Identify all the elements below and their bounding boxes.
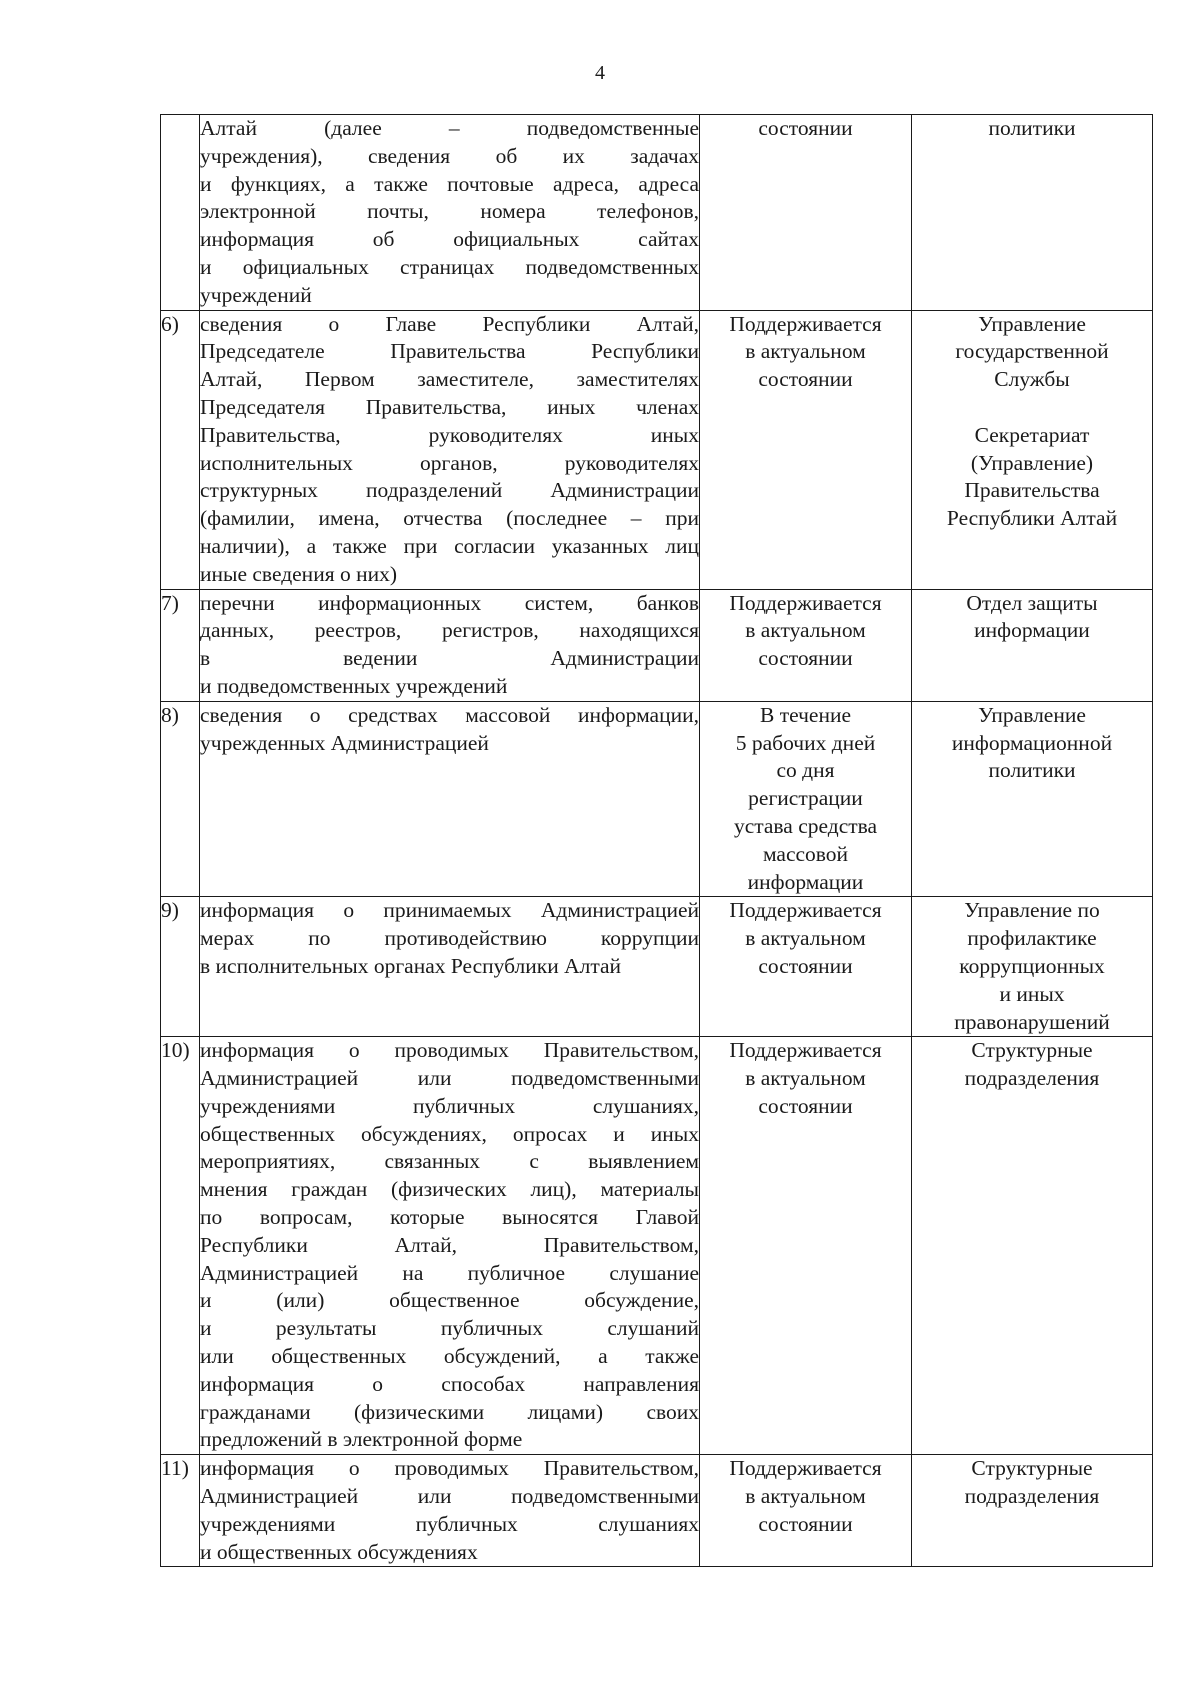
term-line: Поддерживается <box>729 590 882 615</box>
responsible-line: и иных <box>999 981 1065 1006</box>
info-description-cell <box>200 897 700 1037</box>
description-line: и функциях, а также почтовые адреса, адреса <box>200 171 699 196</box>
update-term-cell <box>700 897 912 1037</box>
term-line: состоянии <box>758 953 853 978</box>
responsible-line: подразделения <box>964 1484 1100 1509</box>
term-line: информации <box>747 869 864 894</box>
term-line: состоянии <box>758 116 853 140</box>
responsible-line: информационной <box>951 730 1113 755</box>
responsible-line: Управление <box>978 311 1086 336</box>
update-term-cell <box>700 701 912 897</box>
description-line: в ведении Администрации <box>200 646 699 671</box>
description-line: учреждений <box>200 282 312 307</box>
description-line: учреждениями публичных слушаниях <box>200 1511 699 1536</box>
table-row <box>161 589 1153 701</box>
responsible-line: Отдел защиты <box>966 590 1098 615</box>
info-description-cell <box>200 1455 700 1567</box>
info-description-cell <box>200 701 700 897</box>
responsible-line: Службы <box>994 367 1070 392</box>
update-term-cell <box>700 1037 912 1455</box>
table-row <box>161 1037 1153 1455</box>
table-row <box>161 897 1153 1037</box>
responsible-line: Структурные <box>971 1038 1093 1063</box>
responsible-line: Структурные <box>971 1456 1093 1481</box>
description-line: Администрацией или подведомственными <box>200 1066 699 1091</box>
description-line: структурных подразделений Администрации <box>200 478 699 503</box>
description-line: Алтай (далее – подведомственные <box>200 116 699 140</box>
description-line: Председателе Правительства Республики <box>200 339 699 364</box>
responsible-unit-cell <box>912 1037 1153 1455</box>
term-line: Поддерживается <box>729 311 882 336</box>
row-number: 11) <box>161 1455 200 1567</box>
responsible-line: правонарушений <box>954 1009 1110 1034</box>
description-line: и результаты публичных слушаний <box>200 1316 699 1341</box>
responsible-line: информации <box>974 618 1090 643</box>
description-line: информация об официальных сайтах <box>200 227 699 252</box>
description-line: наличии), а также при согласии указанных лиц <box>200 533 699 558</box>
term-line: 5 рабочих дней <box>735 730 876 755</box>
table-row <box>161 1455 1153 1567</box>
responsible-line: Управление <box>978 702 1086 727</box>
table-row <box>161 115 1153 311</box>
description-line: (фамилии, имена, отчества (последнее – при <box>200 506 699 531</box>
row-number: 8) <box>161 701 200 897</box>
responsible-line: Секретариат <box>974 422 1090 447</box>
description-line: учреждения), сведения об их задачах <box>200 143 699 168</box>
description-line: Администрацией на публичное слушание <box>200 1260 699 1285</box>
term-line: в актуальном <box>745 926 866 951</box>
description-line: и общественных обсуждениях <box>200 1539 478 1564</box>
responsible-line: государственной <box>955 339 1109 364</box>
description-line: в исполнительных органах Республики Алтай <box>200 953 622 978</box>
description-line: и официальных страницах подведомственных <box>200 254 699 279</box>
responsible-unit-cell <box>912 701 1153 897</box>
term-line: состоянии <box>758 646 853 671</box>
responsible-line: профилактике <box>967 926 1097 951</box>
description-line: информация о проводимых Правительством, <box>200 1038 699 1063</box>
description-line: электронной почты, номера телефонов, <box>200 199 699 224</box>
document-table <box>160 114 1153 1567</box>
update-term-cell <box>700 115 912 311</box>
description-line: перечни информационных систем, банков <box>200 590 699 615</box>
term-line: состоянии <box>758 1093 853 1118</box>
responsible-unit-cell <box>912 589 1153 701</box>
description-line: Республики Алтай, Правительством, <box>200 1232 699 1257</box>
responsible-line: политики <box>988 116 1076 140</box>
term-line: Поддерживается <box>729 1456 882 1481</box>
term-line: в актуальном <box>745 1066 866 1091</box>
description-line: гражданами (физическими лицами) своих <box>200 1399 699 1424</box>
description-line: или общественных обсуждений, а также <box>200 1344 699 1369</box>
info-description-cell <box>200 1037 700 1455</box>
responsible-line: коррупционных <box>959 953 1105 978</box>
description-line: по вопросам, которые выносятся Главой <box>200 1205 699 1230</box>
description-line: информация о проводимых Правительством, <box>200 1456 699 1481</box>
description-line: мнения граждан (физических лиц), материалы <box>200 1177 699 1202</box>
description-line: учрежденных Администрацией <box>200 730 489 755</box>
row-number: 10) <box>161 1037 200 1455</box>
responsible-line: Республики Алтай <box>946 506 1118 531</box>
description-line: сведения о средствах массовой информации, <box>200 702 699 727</box>
update-term-cell <box>700 310 912 589</box>
info-description-cell <box>200 115 700 311</box>
responsible-line: Управление по <box>964 898 1100 923</box>
table-row <box>161 310 1153 589</box>
description-line: информация о принимаемых Администрацией <box>200 898 699 923</box>
description-line: иные сведения о них) <box>200 561 398 586</box>
responsible-line: политики <box>988 758 1076 783</box>
row-number <box>161 115 200 311</box>
responsible-unit-cell <box>912 897 1153 1037</box>
term-line: регистрации <box>748 786 863 811</box>
term-line: в актуальном <box>745 618 866 643</box>
update-term-cell <box>700 1455 912 1567</box>
term-line: со дня <box>776 758 835 783</box>
info-description-cell <box>200 310 700 589</box>
description-line: Председателя Правительства, иных членах <box>200 394 699 419</box>
responsible-line: (Управление) <box>970 450 1094 475</box>
description-line: информация о способах направления <box>200 1371 699 1396</box>
term-line: состоянии <box>758 1511 853 1536</box>
description-line: исполнительных органов, руководителях <box>200 450 699 475</box>
responsible-line: подразделения <box>964 1066 1100 1091</box>
term-line: состоянии <box>758 367 853 392</box>
description-line: мерах по противодействию коррупции <box>200 926 699 951</box>
description-line: Правительства, руководителях иных <box>200 422 699 447</box>
term-line: массовой <box>762 841 849 866</box>
description-line: общественных обсуждениях, опросах и иных <box>200 1121 699 1146</box>
description-line: и (или) общественное обсуждение, <box>200 1288 699 1313</box>
row-number: 6) <box>161 310 200 589</box>
description-line: сведения о Главе Республики Алтай, <box>200 311 699 336</box>
description-line: данных, реестров, регистров, находящихся <box>200 618 699 643</box>
term-line: в актуальном <box>745 1484 866 1509</box>
description-line: и подведомственных учреждений <box>200 673 508 698</box>
update-term-cell <box>700 589 912 701</box>
row-number: 9) <box>161 897 200 1037</box>
responsible-line <box>912 394 1152 422</box>
term-line: В течение <box>759 702 852 727</box>
row-number: 7) <box>161 589 200 701</box>
responsible-unit-cell <box>912 115 1153 311</box>
table-row <box>161 701 1153 897</box>
description-line: учреждениями публичных слушаниях, <box>200 1093 699 1118</box>
responsible-line: Правительства <box>964 478 1100 503</box>
responsible-unit-cell <box>912 310 1153 589</box>
info-description-cell <box>200 589 700 701</box>
term-line: Поддерживается <box>729 1038 882 1063</box>
description-line: Алтай, Первом заместителе, заместителях <box>200 367 699 392</box>
description-line: Администрацией или подведомственными <box>200 1484 699 1509</box>
page-number: 4 <box>595 62 605 84</box>
term-line: Поддерживается <box>729 898 882 923</box>
description-line: предложений в электронной форме <box>200 1427 523 1452</box>
description-line: мероприятиях, связанных с выявлением <box>200 1149 699 1174</box>
term-line: устава средства <box>733 813 878 838</box>
responsible-unit-cell <box>912 1455 1153 1567</box>
term-line: в актуальном <box>745 339 866 364</box>
